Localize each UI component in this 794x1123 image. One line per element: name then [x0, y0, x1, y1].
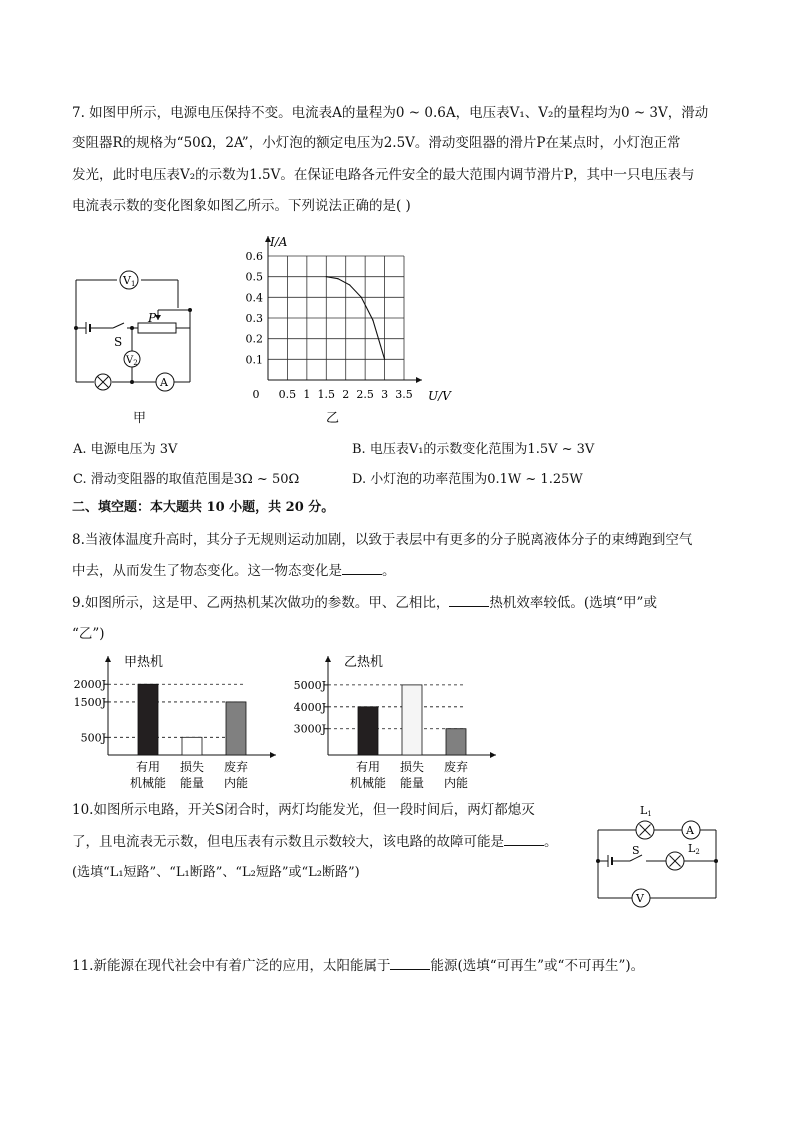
- q9-line-1: 9.如图所示，这是甲、乙两热机某次做功的参数。甲、乙相比， 热机效率较低。(选填“甲”或: [72, 595, 657, 611]
- y-tick-label: 0.4: [245, 291, 263, 305]
- q11-line-1: 11.新能源在现代社会中有着广泛的应用，太阳能属于 能源(选填“可再生”或“不可再生”)。: [72, 958, 645, 974]
- iu-data-point: [372, 319, 373, 320]
- category-label: 能量: [399, 776, 425, 790]
- bar: [402, 685, 422, 755]
- category-label: 内能: [443, 776, 469, 790]
- q7-circuit-diagram: [66, 262, 206, 402]
- q10-line-2: 了，且电流表无示数，但电压表有示数且示数较大，该电路的故障可能是 。: [72, 834, 558, 850]
- chart-title: 甲热机: [124, 655, 164, 670]
- y-axis-arrow: [105, 656, 111, 662]
- iu-data-point: [326, 276, 327, 277]
- q7-line-4: 电流表示数的变化图象如图乙所示。下列说法正确的是( ): [72, 198, 411, 214]
- iu-data-point: [337, 278, 338, 279]
- y-tick-label: 0.1: [245, 353, 263, 367]
- y-tick-label: 4000J: [293, 700, 326, 714]
- y-tick-label: 0.5: [245, 270, 263, 284]
- bar: [446, 729, 466, 755]
- category-label: 废弃: [223, 760, 249, 774]
- y-axis-arrow: [325, 656, 331, 662]
- q9-answer-blank[interactable]: [449, 594, 489, 607]
- category-label: 机械能: [349, 776, 387, 790]
- q7-option-a[interactable]: A. 电源电压为 3V: [73, 442, 178, 457]
- x-tick-label: 3.5: [395, 388, 413, 401]
- category-label: 能量: [179, 776, 205, 790]
- y-tick-label: 3000J: [293, 722, 326, 736]
- iu-data-point: [361, 297, 362, 298]
- q8-answer-blank[interactable]: [342, 562, 382, 575]
- q7-option-c[interactable]: C. 滑动变阻器的取值范围是3Ω ~ 50Ω: [73, 472, 300, 487]
- x-axis-arrow: [270, 752, 276, 758]
- circuit-caption-jia: 甲: [133, 411, 147, 426]
- y-tick-label: 0.3: [245, 312, 263, 325]
- engine-yi-bar-chart: [290, 650, 506, 795]
- category-label: 机械能: [129, 776, 167, 790]
- q9-line-2: “乙”): [72, 626, 105, 642]
- y-axis-label: I/A: [270, 235, 288, 249]
- y-tick-label: 500J: [80, 731, 106, 745]
- q7-line-1: 7. 如图甲所示，电源电压保持不变。电流表A的量程为0 ~ 0.6A，电压表V₁、V₂的量程均为0 ~ 3V，滑动: [72, 105, 709, 121]
- x-tick-label: 2.5: [356, 388, 374, 401]
- bar: [358, 707, 378, 755]
- l1-label: L1: [640, 804, 652, 818]
- q10-voltmeter-label: V: [636, 892, 644, 905]
- q8-line-2: 中去，从而发生了物态变化。这一物态变化是 。: [72, 563, 396, 579]
- y-tick-label: 5000J: [293, 678, 326, 692]
- switch-label: S: [114, 335, 123, 349]
- x-tick-label: 0.5: [278, 388, 297, 401]
- bar: [226, 702, 246, 755]
- slider-label: P: [148, 311, 157, 325]
- engine-jia-bar-chart: [70, 650, 286, 795]
- v1-label: V1: [123, 274, 136, 288]
- x-tick-label: 3: [381, 388, 389, 401]
- chart-title: 乙: [326, 411, 340, 424]
- iu-data-point: [349, 284, 350, 285]
- x-tick-label: 1: [303, 388, 311, 401]
- x-tick-label: 0: [252, 388, 260, 401]
- l2-label: L2: [688, 842, 700, 856]
- bar: [138, 684, 158, 755]
- category-label: 内能: [223, 776, 249, 790]
- q10-answer-blank[interactable]: [504, 833, 544, 846]
- chart-title: 乙热机: [344, 655, 384, 670]
- q10-switch-label: S: [632, 844, 640, 857]
- q7-line-2: 变阻器R的规格为“50Ω，2A”，小灯泡的额定电压为2.5V。滑动变阻器的滑片P在某点时，小灯泡正常: [72, 135, 681, 151]
- category-label: 损失: [179, 760, 205, 774]
- iu-graph: [234, 224, 470, 424]
- q7-option-b[interactable]: B. 电压表V₁的示数变化范围为1.5V ~ 3V: [352, 442, 595, 457]
- q10-line-3: (选填“L₁短路”、“L₁断路”、“L₂短路”或“L₂断路”): [72, 865, 360, 880]
- y-tick-label: 0.2: [245, 332, 263, 346]
- category-label: 有用: [355, 760, 381, 774]
- q10-ammeter-label: A: [686, 824, 694, 837]
- q10-circuit-diagram: [590, 800, 725, 912]
- category-label: 损失: [399, 760, 425, 774]
- y-tick-label: 1500J: [73, 695, 106, 709]
- q8-line-1: 8.当液体温度升高时，其分子无规则运动加剧，以致于表层中有更多的分子脱离液体分子的束缚跑到空气: [72, 532, 693, 548]
- y-tick-label: 2000J: [73, 678, 106, 692]
- x-axis-arrow: [416, 377, 422, 383]
- q7-line-3: 发光，此时电压表V₂的示数为1.5V。在保证电路各元件安全的最大范围内调节滑片P，其中一只电压表与: [72, 167, 695, 183]
- y-tick-label: 0.6: [245, 250, 263, 263]
- bar: [182, 737, 202, 755]
- category-label: 废弃: [443, 760, 469, 774]
- v2-label: $V_2$: [126, 355, 138, 367]
- q10-line-1: 10.如图所示电路，开关S闭合时，两灯均能发光，但一段时间后，两灯都熄灭: [72, 802, 535, 818]
- x-axis-label: U/V: [428, 389, 451, 403]
- iu-data-point: [384, 359, 385, 360]
- section-2-header: 二、填空题：本大题共 10 小题，共 20 分。: [72, 500, 335, 515]
- x-axis-arrow: [490, 752, 496, 758]
- x-tick-label: 1.5: [317, 388, 336, 401]
- x-tick-label: 2: [342, 388, 350, 401]
- ammeter-label: A: [160, 376, 168, 389]
- q7-option-d[interactable]: D. 小灯泡的功率范围为0.1W ~ 1.25W: [352, 472, 583, 487]
- category-label: 有用: [135, 760, 161, 774]
- q11-answer-blank[interactable]: [390, 957, 430, 970]
